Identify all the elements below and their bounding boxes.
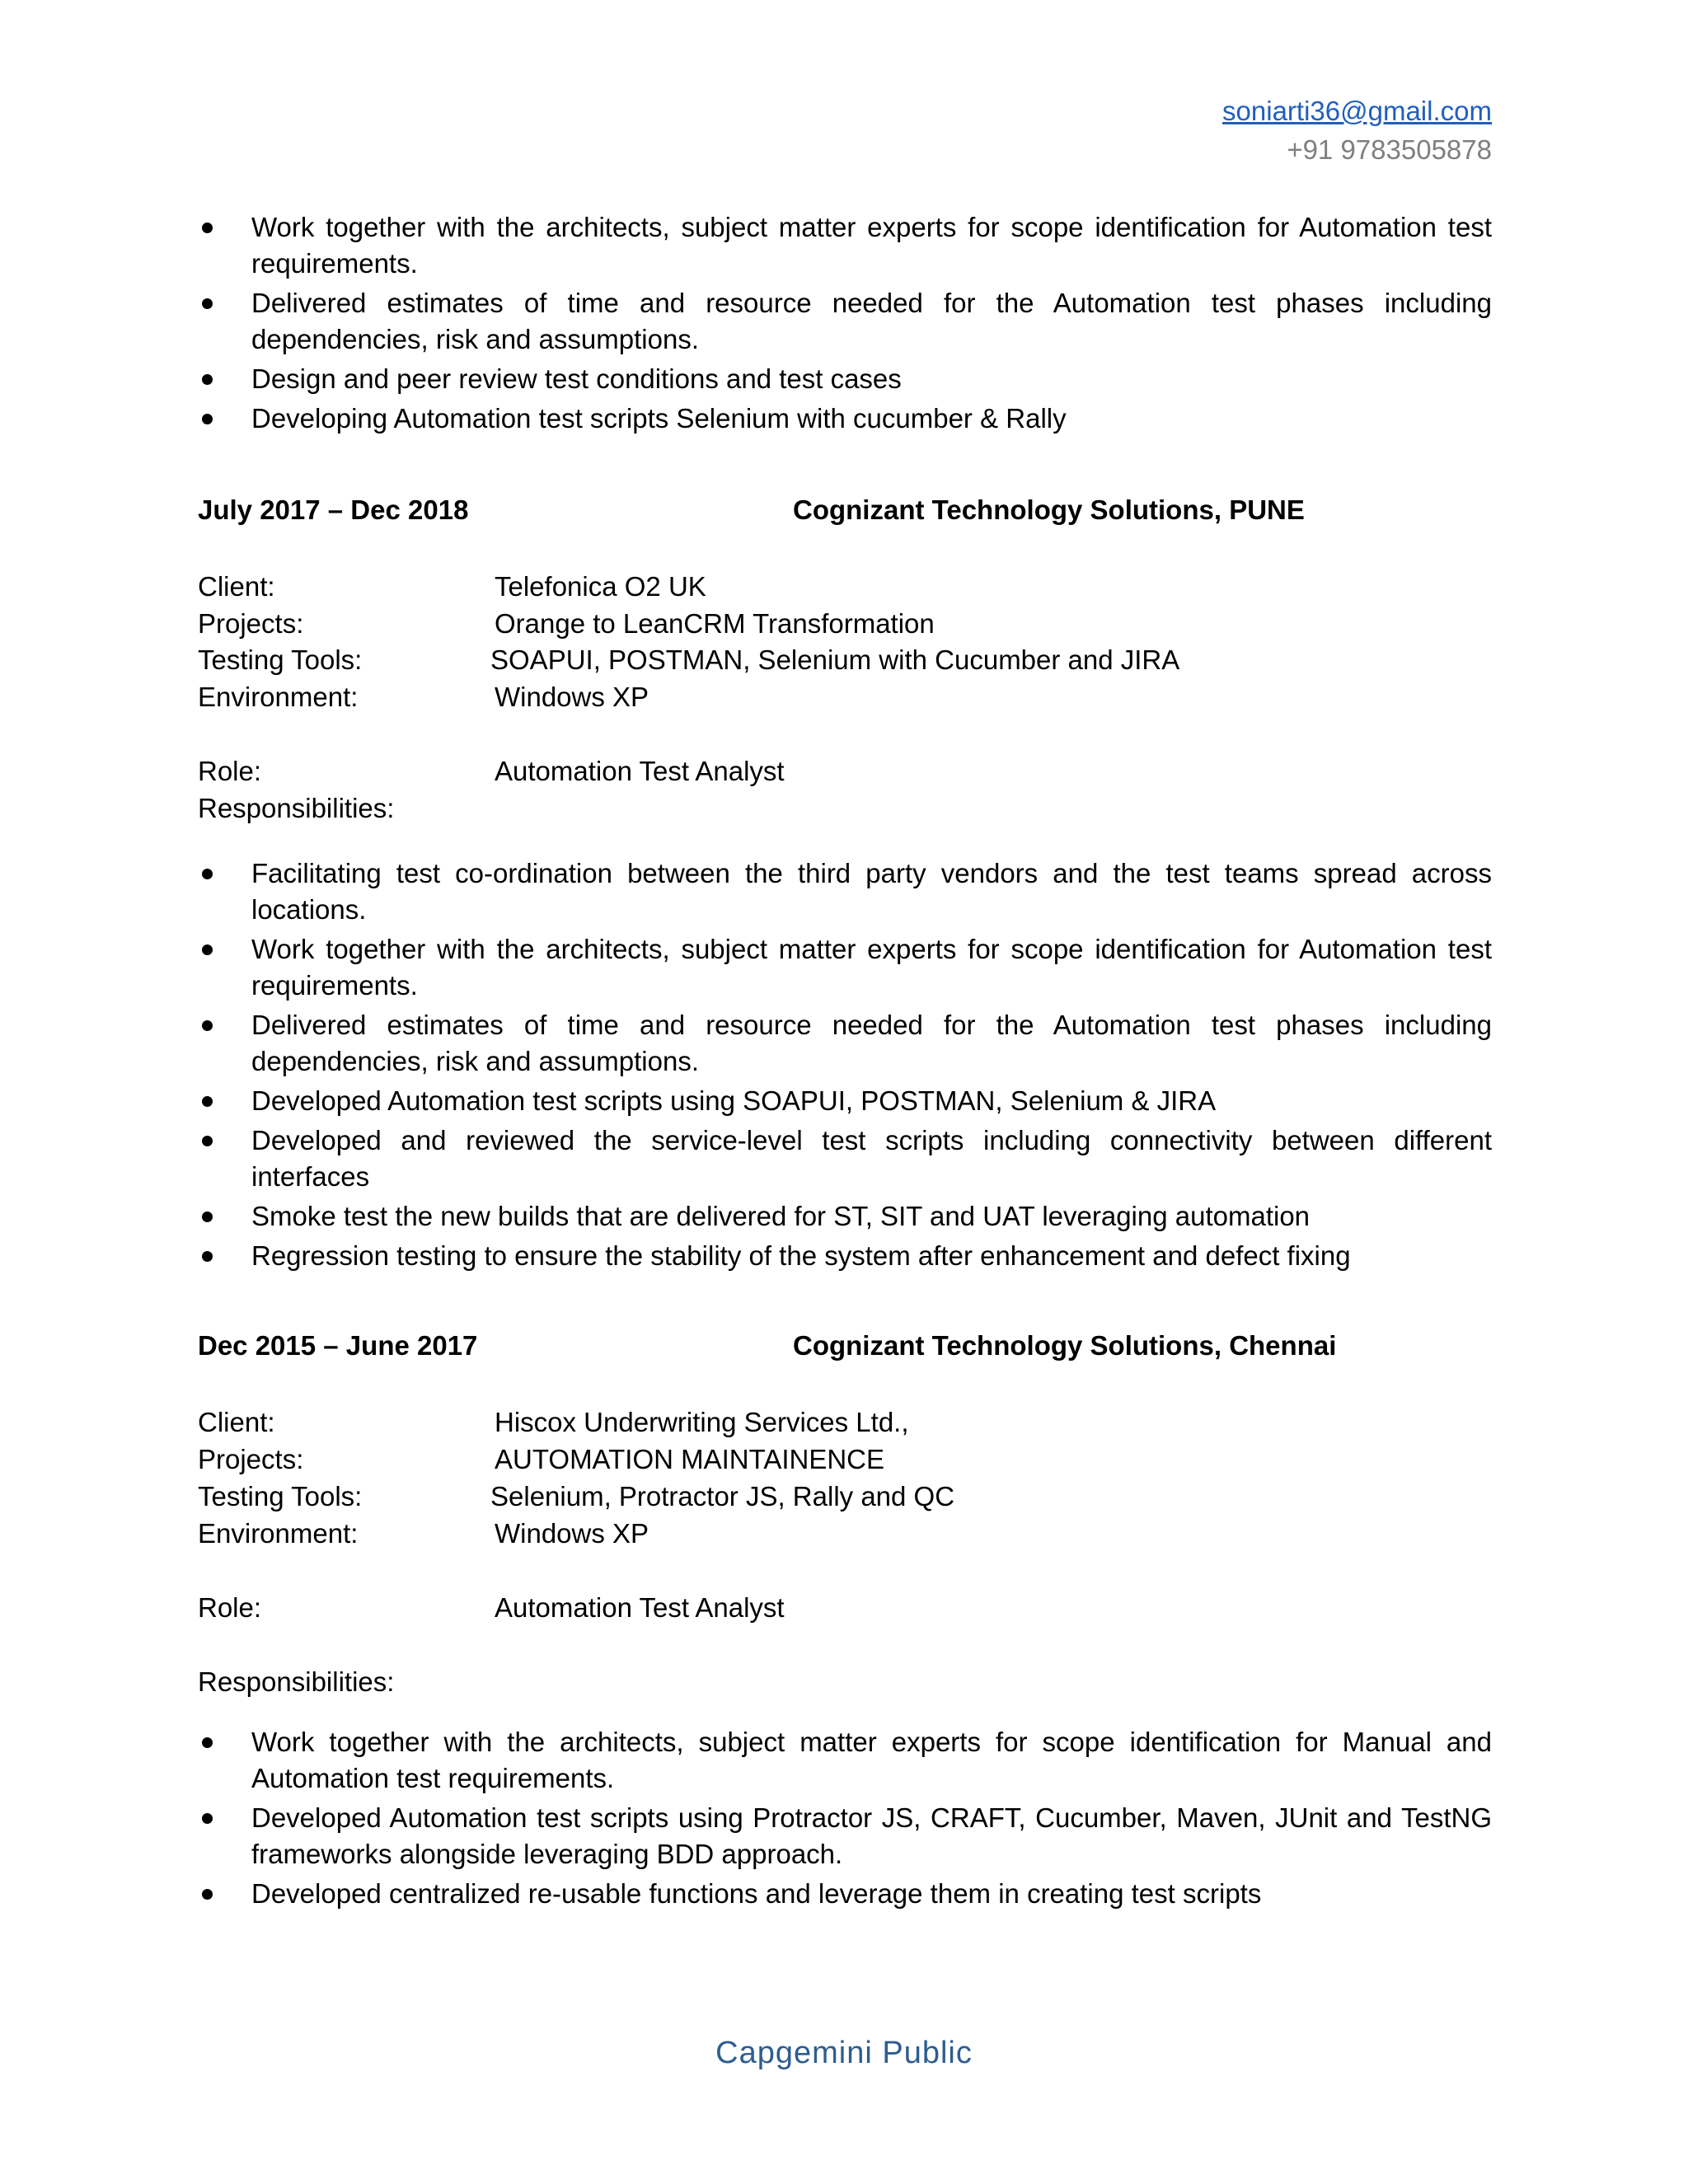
- responsibilities-list: [251, 1724, 1492, 1915]
- email-link[interactable]: soniarti36@gmail.com: [1222, 96, 1492, 126]
- list-item: Facilitating test co-ordination between the third party vendors and the test teams spread across locations.: [251, 855, 1492, 928]
- tools-value: SOAPUI, POSTMAN, Selenium with Cucumber and JIRA: [490, 644, 1180, 675]
- responsibilities-heading: Responsibilities:: [198, 793, 395, 823]
- projects-label: Projects:: [198, 1444, 304, 1474]
- client-value: Telefonica O2 UK: [495, 571, 706, 602]
- job-period: Dec 2015 – June 2017: [198, 1330, 478, 1361]
- list-item: Smoke test the new builds that are delivered for ST, SIT and UAT leveraging automation: [251, 1198, 1492, 1235]
- list-item: Work together with the architects, subject matter experts for scope identification for Automation test requirements.: [251, 931, 1492, 1004]
- phone-number: +91 9783505878: [1287, 134, 1492, 165]
- client-row: [198, 569, 1517, 605]
- client-label: Client:: [198, 571, 275, 602]
- job-company: Cognizant Technology Solutions, Chennai: [793, 1330, 1337, 1361]
- intro-bullet-list: [251, 209, 1492, 440]
- tools-label: Testing Tools:: [198, 1481, 363, 1511]
- list-item: Work together with the architects, subject matter experts for scope identification for Manual and Automation test requirements.: [251, 1724, 1492, 1797]
- client-row: [198, 1404, 1517, 1441]
- projects-value: AUTOMATION MAINTAINENCE: [495, 1444, 885, 1474]
- list-item: Work together with the architects, subject matter experts for scope identification for Automation test requirements.: [251, 209, 1492, 282]
- role-row: [198, 1590, 1517, 1626]
- list-item: Developing Automation test scripts Selenium with cucumber & Rally: [251, 401, 1492, 437]
- footer-classification: Capgemini Public: [715, 2036, 973, 2070]
- tools-row: [198, 642, 1517, 678]
- environment-label: Environment:: [198, 682, 359, 712]
- projects-row: [198, 1441, 1517, 1478]
- tools-label: Testing Tools:: [198, 644, 363, 675]
- client-value: Hiscox Underwriting Services Ltd.,: [495, 1407, 909, 1437]
- projects-value: Orange to LeanCRM Transformation: [495, 608, 935, 639]
- role-row: [198, 753, 1517, 790]
- responsibilities-list: [251, 855, 1492, 1277]
- tools-row: [198, 1479, 1517, 1515]
- list-item: Regression testing to ensure the stability of the system after enhancement and defect fixing: [251, 1238, 1492, 1274]
- responsibilities-heading: Responsibilities:: [198, 1666, 395, 1697]
- role-label: Role:: [198, 756, 262, 786]
- job-period: July 2017 – Dec 2018: [198, 494, 469, 525]
- job-company: Cognizant Technology Solutions, PUNE: [793, 494, 1305, 525]
- list-item: Delivered estimates of time and resource needed for the Automation test phases including dependencies, risk and assumptions.: [251, 1007, 1492, 1080]
- projects-label: Projects:: [198, 608, 304, 639]
- environment-label: Environment:: [198, 1518, 359, 1549]
- role-label: Role:: [198, 1592, 262, 1623]
- environment-row: [198, 1516, 1517, 1552]
- environment-value: Windows XP: [495, 1518, 649, 1549]
- list-item: Developed centralized re-usable functions and leverage them in creating test scripts: [251, 1876, 1492, 1912]
- environment-value: Windows XP: [495, 682, 649, 712]
- list-item: Developed Automation test scripts using SOAPUI, POSTMAN, Selenium & JIRA: [251, 1083, 1492, 1119]
- list-item: Design and peer review test conditions and test cases: [251, 361, 1492, 397]
- environment-row: [198, 679, 1517, 715]
- projects-row: [198, 606, 1517, 642]
- list-item: Delivered estimates of time and resource needed for the Automation test phases including dependencies, risk and assumptions.: [251, 285, 1492, 358]
- role-value: Automation Test Analyst: [495, 756, 785, 786]
- list-item: Developed Automation test scripts using Protractor JS, CRAFT, Cucumber, Maven, JUnit and TestNG frameworks alongside leveraging BDD approach.: [251, 1800, 1492, 1872]
- list-item: Developed and reviewed the service-level test scripts including connectivity between different interfaces: [251, 1122, 1492, 1195]
- tools-value: Selenium, Protractor JS, Rally and QC: [490, 1481, 955, 1511]
- client-label: Client:: [198, 1407, 275, 1437]
- role-value: Automation Test Analyst: [495, 1592, 785, 1623]
